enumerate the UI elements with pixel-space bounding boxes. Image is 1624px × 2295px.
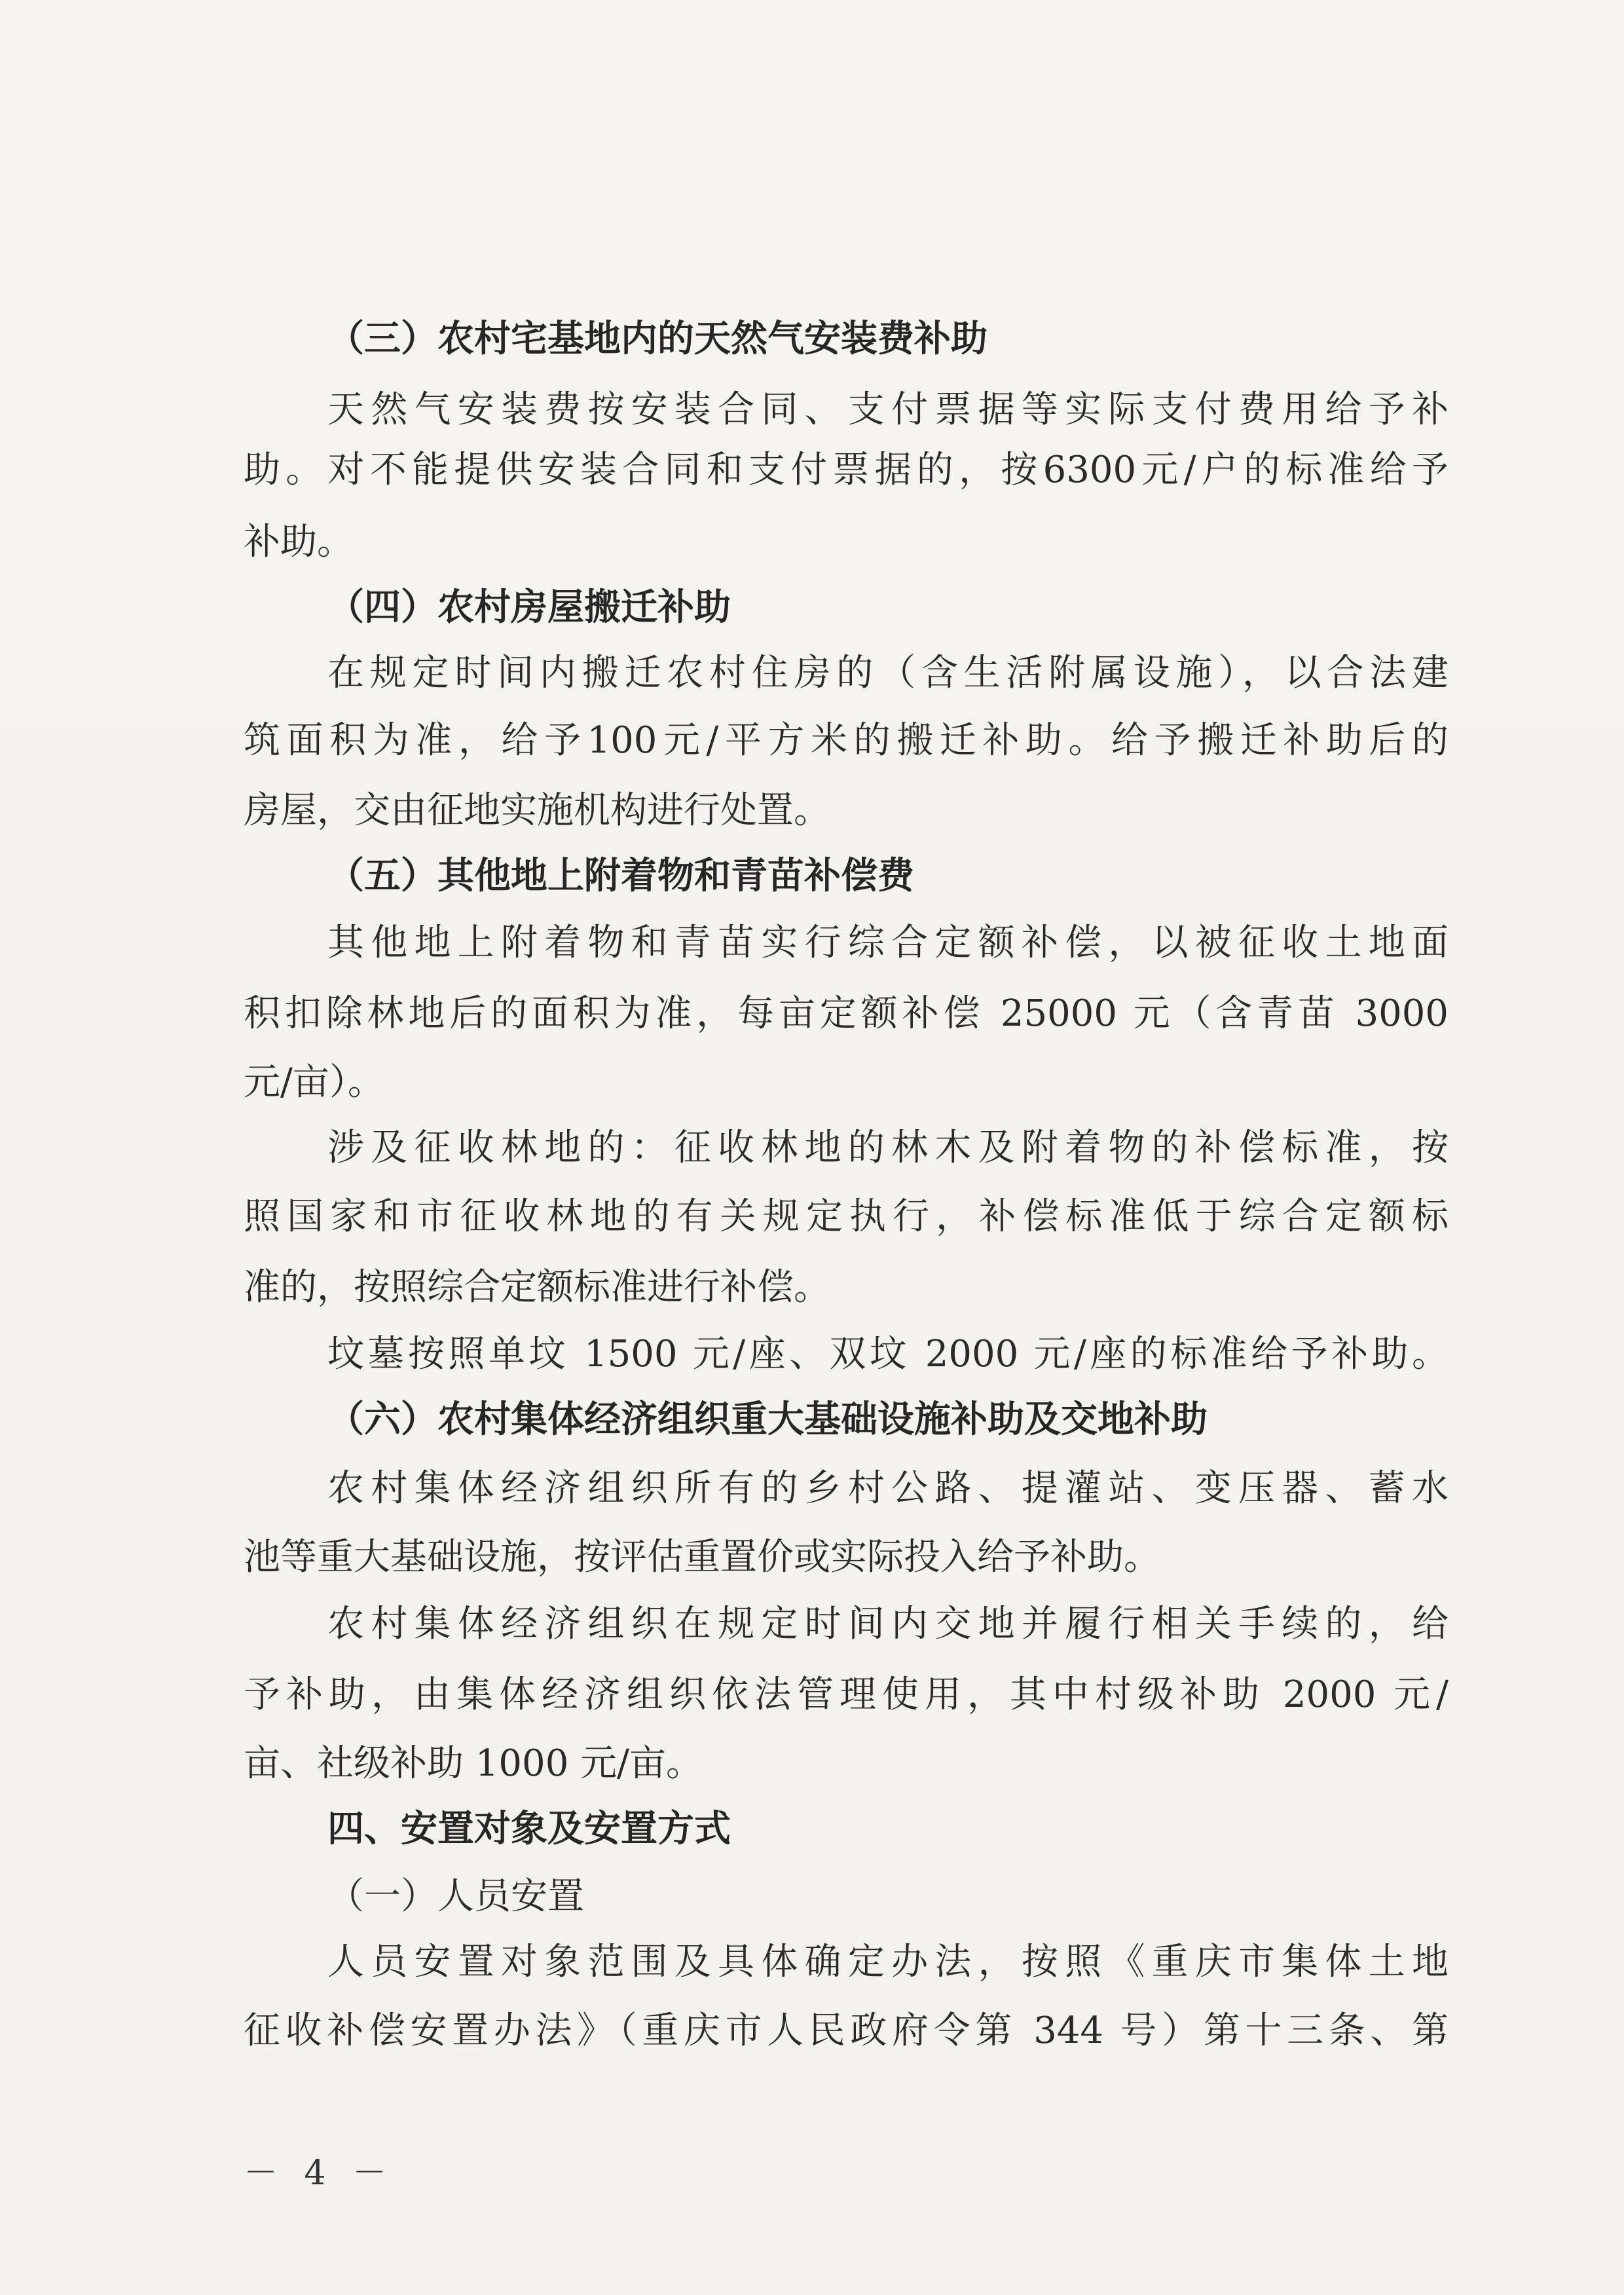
paragraph-line: 筑面积为准，给予100元/平方米的搬迁补助。给予搬迁补助后的 bbox=[244, 719, 1449, 762]
paragraph-line: 农村集体经济组织所有的乡村公路、提灌站、变压器、蓄水 bbox=[327, 1467, 1449, 1510]
paragraph-line: 坟墓按照单坟 1500 元/座、双坟 2000 元/座的标准给予补助。 bbox=[327, 1333, 1449, 1375]
paragraph-line: 其他地上附着物和青苗实行综合定额补偿，以被征收土地面 bbox=[327, 922, 1449, 964]
paragraph-line: 助。对不能提供安装合同和支付票据的，按6300元/户的标准给予 bbox=[244, 449, 1449, 491]
paragraph-line: 池等重大基础设施，按评估重置价或实际投入给予补助。 bbox=[244, 1536, 1160, 1578]
paragraph-line: 积扣除林地后的面积为准，每亩定额补偿 25000 元（含青苗 3000 bbox=[244, 992, 1449, 1035]
paragraph-line: 准的，按照综合定额标准进行补偿。 bbox=[244, 1266, 830, 1309]
paragraph-line: 元/亩）。 bbox=[244, 1061, 384, 1104]
paragraph-line: 征收补偿安置办法》（重庆市人民政府令第 344 号）第十三条、第 bbox=[244, 2009, 1449, 2052]
section-heading-5: （五）其他地上附着物和青苗补偿费 bbox=[327, 855, 914, 897]
paragraph-line: 房屋，交由征地实施机构进行处置。 bbox=[244, 789, 830, 832]
paragraph-line: 予补助，由集体经济组织依法管理使用，其中村级补助 2000 元/ bbox=[244, 1673, 1449, 1716]
section-heading-4-1: （一）人员安置 bbox=[327, 1875, 584, 1918]
paragraph-line: 农村集体经济组织在规定时间内交地并履行相关手续的，给 bbox=[327, 1603, 1449, 1645]
chapter-heading-4: 四、安置对象及安置方式 bbox=[327, 1808, 731, 1850]
paragraph-line: 亩、社级补助 1000 元/亩。 bbox=[244, 1742, 703, 1785]
section-heading-3: （三）农村宅基地内的天然气安装费补助 bbox=[327, 318, 987, 360]
paragraph-line: 补助。 bbox=[244, 521, 354, 563]
paragraph-line: 涉及征收林地的：征收林地的林木及附着物的补偿标准，按 bbox=[327, 1127, 1449, 1169]
paragraph-line: 照国家和市征收林地的有关规定执行，补偿标准低于综合定额标 bbox=[244, 1195, 1449, 1238]
paragraph-line: 人员安置对象范围及具体确定办法，按照《重庆市集体土地 bbox=[327, 1941, 1449, 1983]
page-number: － 4 － bbox=[244, 2154, 395, 2193]
section-heading-6: （六）农村集体经济组织重大基础设施补助及交地补助 bbox=[327, 1398, 1208, 1441]
paragraph-line: 在规定时间内搬迁农村住房的（含生活附属设施），以合法建 bbox=[327, 652, 1449, 694]
section-heading-4: （四）农村房屋搬迁补助 bbox=[327, 586, 731, 629]
paragraph-line: 天然气安装费按安装合同、支付票据等实际支付费用给予补 bbox=[327, 388, 1449, 431]
